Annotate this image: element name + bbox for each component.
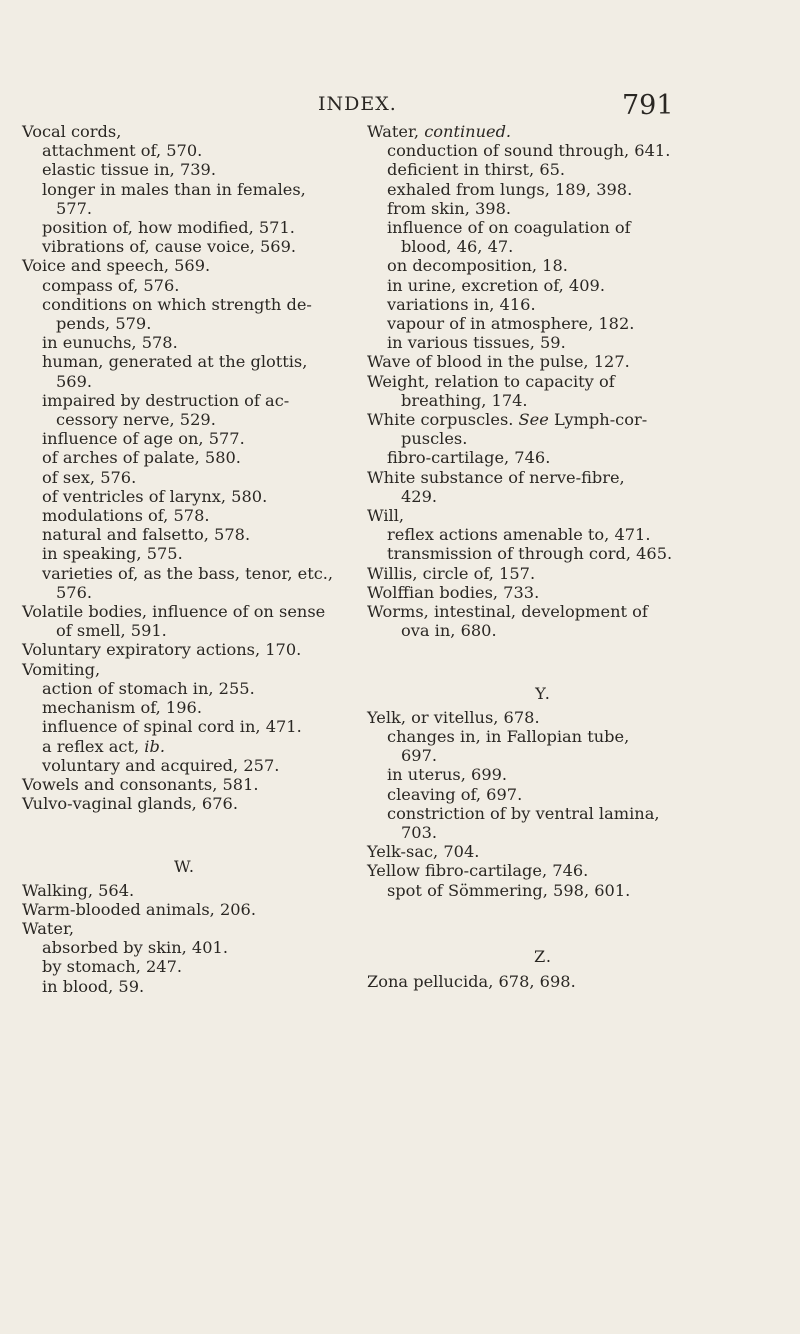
index-entry: human, generated at the glottis, [42,352,308,372]
index-entry: of arches of palate, 580. [42,448,241,468]
index-entry: longer in males than in females, [42,179,306,199]
index-entry: in various tissues, 59. [387,333,566,353]
index-entry: puscles. [401,429,468,449]
index-entry: 577. [56,198,93,218]
section-letter-w: W. [174,857,195,877]
index-entry: influence of age on, 577. [42,429,245,449]
index-entry: blood, 46, 47. [401,237,514,257]
index-entry: influence of on coagulation of [387,218,631,238]
index-entry: Water, [22,918,75,938]
index-entries-z [367,972,719,991]
entry-italic: ib. [144,736,165,756]
index-entry: fibro-cartilage, 746. [387,448,551,468]
index-entry: by stomach, 247. [42,957,183,977]
index-entry: Zona pellucida, 678, 698. [367,971,576,991]
index-entry: Yelk, or vitellus, 678. [367,707,540,727]
index-entry: Wolffian bodies, 733. [367,582,540,602]
index-entry: 703. [401,822,438,842]
index-entry: Willis, circle of, 157. [367,563,536,583]
index-entry: conditions on which strength de- [42,294,312,314]
index-entry: on decomposition, 18. [387,256,568,276]
index-entry: spot of Sömmering, 598, 601. [387,880,631,900]
index-entry: transmission of through cord, 465. [387,544,673,564]
right-column [367,122,719,991]
section-letter-z: Z. [533,946,553,966]
index-entry: in uterus, 699. [387,765,508,785]
index-entry: voluntary and acquired, 257. [42,755,280,775]
index-entry: of ventricles of larynx, 580. [42,486,268,506]
index-entry: White substance of nerve-fibre, [367,467,625,487]
index-entry: Will, [367,506,405,526]
index-entry: Worms, intestinal, development of [367,602,648,622]
index-entries-v [22,122,347,813]
index-entry: in eunuchs, 578. [42,333,178,353]
index-entry: action of stomach in, 255. [42,678,255,698]
index-entry: exhaled from lungs, 189, 398. [387,179,633,199]
left-column [22,122,347,996]
entry-text: Lymph-cor- [548,410,648,430]
index-entry: Weight, relation to capacity of [367,371,615,391]
entry-text: White corpuscles. [367,410,519,430]
index-entry: Warm-blooded animals, 206. [22,899,256,919]
index-entry [22,737,347,756]
index-entry: of sex, 576. [42,467,137,487]
index-entry: vapour of in atmosphere, 182. [387,314,635,334]
index-entries-w [22,881,347,996]
index-entry: Wave of blood in the pulse, 127. [367,352,630,372]
index-entry: Voice and speech, 569. [22,256,211,276]
index-entry: Vocal cords, [22,122,122,141]
index-entry: elastic tissue in, 739. [42,160,216,180]
index-entry: reflex actions amenable to, 471. [387,525,651,545]
index-entry [367,410,719,429]
index-entry: deficient in thirst, 65. [387,160,566,180]
index-entries-w-continued [367,122,719,640]
index-entry: Vomiting, [22,659,101,679]
index-entry: absorbed by skin, 401. [42,938,228,958]
index-entry: compass of, 576. [42,275,180,295]
index-entry: in speaking, 575. [42,544,183,564]
index-entry [367,122,719,141]
index-entry: modulations of, 578. [42,506,210,526]
index-entry: influence of spinal cord in, 471. [42,717,302,737]
entry-italic: continued. [424,122,512,141]
index-entry: Volatile bodies, influence of on sense [22,602,326,622]
index-entry: impaired by destruction of ac- [42,390,290,410]
index-entry: attachment of, 570. [42,141,203,161]
index-entry: breathing, 174. [401,390,528,410]
page-number: 791 [622,90,674,121]
running-title: INDEX. [318,93,397,115]
index-entry: Vulvo-vaginal glands, 676. [22,794,238,814]
entry-text: a reflex act, [42,736,145,756]
index-entry: 569. [56,371,93,391]
index-entry: cessory nerve, 529. [56,410,216,430]
index-entry: Vowels and consonants, 581. [22,774,259,794]
index-entry: varieties of, as the bass, tenor, etc., [42,563,334,583]
entry-text: Water, [367,122,425,141]
entry-italic: See [518,410,549,430]
index-entry: constriction of by ventral lamina, [387,803,660,823]
section-letter-y: Y. [535,684,551,704]
index-entry: ova in, 680. [401,621,497,641]
index-entry: changes in, in Fallopian tube, [387,726,630,746]
index-entry: Yelk-sac, 704. [367,842,480,862]
index-entry: variations in, 416. [387,294,536,314]
index-entry: conduction of sound through, 641. [387,141,671,161]
index-entry: in blood, 59. [42,976,145,996]
index-entry: from skin, 398. [387,198,512,218]
index-entries-y [367,708,719,900]
index-entry: cleaving of, 697. [387,784,523,804]
index-entry: pends, 579. [56,314,152,334]
index-entry: Voluntary expiratory actions, 170. [22,640,302,660]
index-entry: 697. [401,746,438,766]
index-entry: mechanism of, 196. [42,698,202,718]
index-entry: 576. [56,582,93,602]
index-entry: Walking, 564. [22,880,135,900]
index-entry: 429. [401,486,438,506]
index-entry: of smell, 591. [56,621,167,641]
index-entry: in urine, excretion of, 409. [387,275,605,295]
index-entry: vibrations of, cause voice, 569. [42,237,297,257]
index-entry: Yellow fibro-cartilage, 746. [367,861,589,881]
index-entry: position of, how modified, 571. [42,218,295,238]
index-entry: natural and falsetto, 578. [42,525,251,545]
